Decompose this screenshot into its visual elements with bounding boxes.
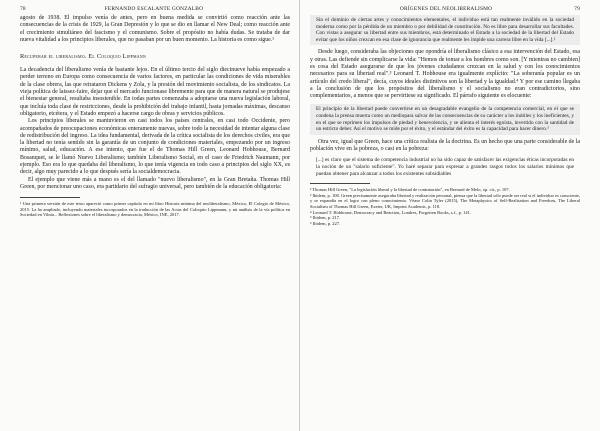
left-footnote: ¹ Una primera versión de este texto apareció como primer capítulo en mi libro Historia mínima del neoliberalismo, México, El Colegio de México, 2015. La ha ampliado, incluyendo materiales incorporados en la traducción de las Actas del Coloquio Lippmann, y mi análisis de la vía política en Sociedad en Vilnia... Reflexiones sobre el liberalismo y democracia, México, INE, 2017.	[20, 201, 290, 218]
footnote-rule-right	[310, 183, 370, 184]
left-running-header	[20, 6, 290, 15]
right-running-head: ORÍGENES DEL NEOLIBERALISMO	[399, 6, 493, 12]
footnote-rule	[20, 197, 80, 198]
right-footnote-6: ⁶ Ibidem, p. 227.	[310, 220, 341, 226]
right-paragraph-1: Desde luego, consideraba las objeciones que opondría el liberalismo clásico a esa intervención del Estado, esa y otras. Las defiende sin complicarse la vida: "Hemos de tomar a los hombres como son. [Y mientras no cambien] es cosa del Estado asegurarse de que los jóvenes ciudadanos crezcan en la salud y con los conocimientos necesarios para su libertad real".³ Leonard T. Hobhouse era igualmente explícito: "La soberanía popular es un artículo del credo liberal", decía, cuyos ideales distintivos son la libertad y la igualdad.⁴ Y por ese camino llegaba a la conclusión de que los propósitos del liberalismo y el socialismo no eran contradictorios, sino complementarios, a menos que se pervirtiese su significado. El párrafo siguiente es elocuente:	[310, 49, 580, 100]
block-quote-middle: El principio de la libertad puede convertirse en un desagradable evangelio de la competencia comercial, en el que se condena la prensa muerta como un mediopara salvar de las consecuencias de su carácter a los inútiles y los ineficientes, y en el que se reprimen los impulsos de piedad y benevolencia, y se alienta el interés egoísta, invertido con la santidad de un estricto deber. Así el motivo se mide por el éxito, y el estándar del éxito es la capacidad para hacer dinero.⁵	[310, 104, 580, 134]
left-paragraph-3: El ejemplo que viene más a mano es el del llamado "nuevo liberalismo", en la Gran Bretaña. Thomas Hill Green, por mencionar uno caso, era partidario del sufragio universal, pero también de la educación obligatoria:	[20, 176, 290, 190]
right-running-header	[310, 6, 580, 15]
right-footnote-2: ² Thomas Hill Green, "La legislación liberal y la libertad de contratación", en Bernard de Melo, op. cit., p. 107.	[310, 187, 510, 193]
left-paragraph-1: La decadencia del liberalismo venía de bastante lejos. En el último tercio del siglo diecinueve había empezado a perder terreno en Europa como consecuencia de varios factores, en particular las condiciones de vida miserables de la clase obrera, las que retrataron Dickens y Zola, y la presión del movimiento socialista, de los sindicatos. La vieja política de laissez-faire, dejar que el mercado funcionase libremente para que de manera natural se produjese el bienestar general, resultaba insostenible. En todas partes comenzaba a adoptarse una nueva legislación laboral, que incluía toda clase de restricciones, desde la prohibición del trabajo infantil, hasta jornadas máximas, descanso obligatorio, etcétera, y el Estado empezó a hacerse cargo de obras y servicios públicos.	[20, 67, 290, 117]
block-quote-bottom: [...] es claro que el sistema de competencia industrial no ha sido capaz de satisfacer las exigencias éticas incorporadas en la noción de un "salario suficiente". Yo haré separar para expresar a grandes rasgos todos los salarios mínimos que puedan obtener para alcanzar a todos los existentes subsidiables	[316, 157, 574, 177]
left-paragraph-top: agosto de 1938. El impulso venía de antes, pero en buena medida se convirtió como reacción ante las consecuencias de la crisis de 1929, la Gran Depresión y lo que se dio en llamar el New Deal; como reacción ante el crecimiento simultáneo del fascismo y el comunismo. Sobre el propósito no había dudas. Se trataba de dar nueva vitalidad a los principios liberales, que no pasaban por un buen momento. La historia es como sigue.¹	[20, 15, 290, 43]
left-running-head: FERNANDO ESCALANTE GONZALBO	[104, 6, 204, 12]
right-footnote-4: ⁴ Leonard T. Hobhouse, Democracy and Reaction, Londres, Forgotten Books, s.f., p. 141.	[310, 209, 472, 215]
left-paragraph-2: Los principios liberales se mantuvieron en casi todos los países centrales, en casi todo Occidente, pero acompañados de preocupaciones económicas enteramente nuevas, sobre todo la necesidad de intentar alguna clase de redistribución del ingreso. La idea fundamental, derivada de la crítica socialista de los derechos civiles, era que la libertad no tenía sentido sin la garantía de un conjunto de condiciones materiales, empezando por un ingreso mínimo, salud, educación. A ese intento, que fue el de Thomas Hill Green, Leonard Hobhouse, Bernard Bosanquet, se le llamó Nuevo Liberalismo; también Liberalismo Social, en el caso de Friedrich Naumann, por ejemplo. Eso era lo que quedaba del liberalismo, lo que tenía vigencia en todo caso a principios del siglo XX, es decir, algo muy parecido a lo que después sería la socialdemocracia.	[20, 118, 290, 176]
right-footnote-5: ⁵ Ibidem, p. 217.	[310, 215, 341, 221]
right-footnote-3: ³ Ibidem, p. 108. Green precisamente aseguraba libertad y realización personal, piensa que la libertad sólo puede ser real si el individuo es consciente, y se expandía en el logro con pleno conocimiento. Véase Colin Tyler (2015), The Metaphysics of Self-Realisation and Freedom, The Liberal Socialism of Thomas Hill Green, Exeter, UK, Imprint Academic, p. 118.	[310, 192, 580, 209]
left-page-number: 78	[20, 6, 26, 12]
right-paragraph-2: Otra vez, igual que Green, hace una crítica realista de la doctrina. Es un hecho que una parte considerable de la población vive en la pobreza, o casi en la pobreza:	[310, 138, 580, 153]
right-page	[300, 0, 600, 431]
right-page-number: 79	[574, 6, 580, 12]
block-quote-top: Sin el dominio de ciertas artes y conocimientos elementales, el individuo está tan realmente inválido en la sociedad moderna como por la pérdida de un miembro o por debilidad de constitución. No es libre para desarrollar sus facultades. Con vistas a asegurar su libertad entre sus miembros, está determinado el Estado a la sociedad de la libertad del Estado evitar que los niños crezcan en esa clase de ignorancia que realmente les impide una carrera libre en la vida [...].²	[310, 15, 580, 45]
section-heading: Recuperar el liberalismo. El Coloquio Lippmann	[20, 53, 147, 61]
